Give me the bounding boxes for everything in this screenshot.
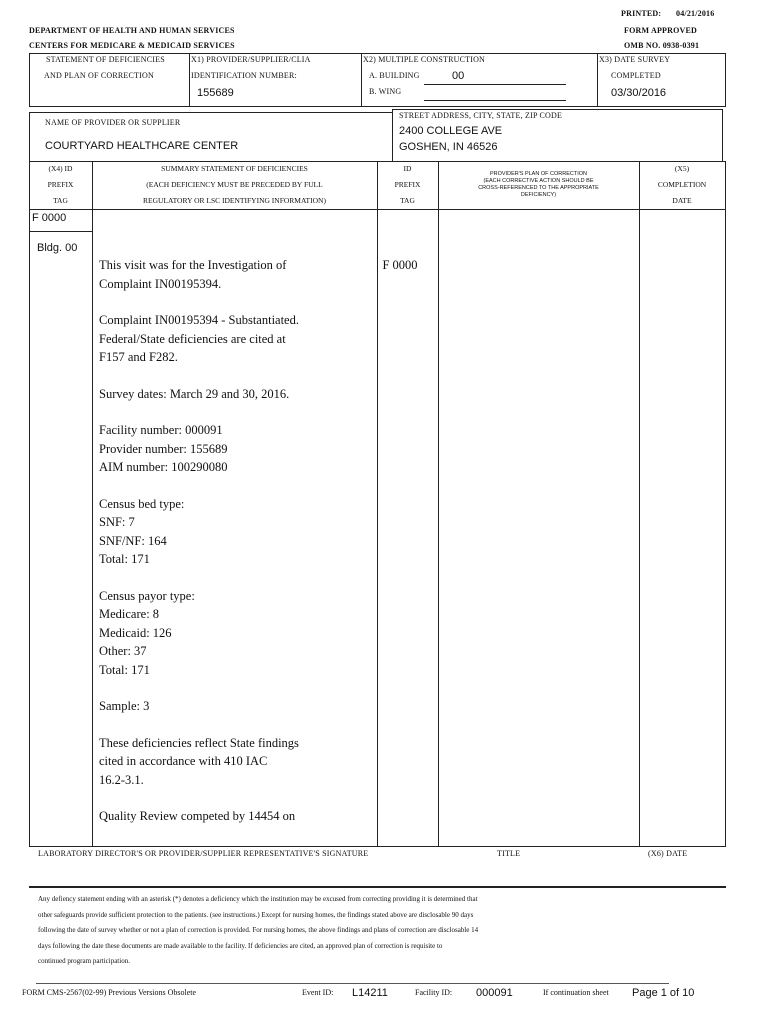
signature-bottom-rule — [29, 886, 726, 888]
grid-divider-4 — [639, 161, 640, 846]
plan-header-line-4: DEFICIENCY) — [520, 192, 557, 198]
notice-line: Any defiency statement ending with an asterisk (*) denotes a deficiency which the institution may be excused from correcting providing it is determined that — [38, 895, 478, 903]
id-header — [377, 161, 438, 209]
notice-text — [38, 892, 728, 970]
grid-divider-3 — [438, 161, 439, 846]
notice-line: continued program participation. — [38, 957, 130, 965]
summary-line: Total: 171 — [99, 552, 150, 566]
summary-line: This visit was for the Investigation of — [99, 258, 287, 272]
printed-label: PRINTED: — [621, 9, 662, 18]
id-header-line-1: ID — [403, 164, 412, 173]
building-underline — [424, 84, 566, 85]
statement-label-2: AND PLAN OF CORRECTION — [44, 71, 154, 80]
summary-line: Census payor type: — [99, 588, 195, 603]
facility-id-value: 000091 — [476, 987, 513, 999]
summary-line: Medicare: 8 — [99, 607, 160, 621]
box1-bottom-border — [29, 106, 726, 107]
box1-left-border — [29, 53, 30, 106]
event-id-value: L14211 — [352, 987, 388, 999]
continuation-label: If continuation sheet — [543, 988, 609, 997]
x5-header — [639, 161, 725, 209]
summary-paragraph — [99, 256, 371, 293]
summary-line: Complaint IN00195394. — [99, 276, 222, 291]
x4-header-line-3: TAG — [53, 196, 68, 205]
summary-header-line-1: SUMMARY STATEMENT OF DEFICIENCIES — [161, 164, 308, 173]
x4-header — [29, 161, 92, 209]
x1-label-2: IDENTIFICATION NUMBER: — [191, 71, 297, 80]
summary-paragraph — [99, 734, 371, 790]
deficiency-summary — [99, 256, 371, 844]
box1-divider-2 — [361, 53, 362, 106]
summary-line: Survey dates: March 29 and 30, 2016. — [99, 386, 290, 401]
x5-header-line-2: COMPLETION — [657, 180, 707, 189]
x5-header-line-3: DATE — [672, 196, 692, 205]
summary-line: Total: 171 — [99, 662, 150, 677]
summary-header-line-2: (EACH DEFICIENCY MUST BE PRECEDED BY FULL — [146, 180, 323, 189]
x3-label-2: COMPLETED — [611, 71, 661, 80]
grid-left-border — [29, 161, 30, 846]
address-top-border — [392, 109, 723, 110]
id-header-line-2: PREFIX — [394, 180, 421, 189]
box1-top-border — [29, 53, 726, 54]
plan-header-line-3: CROSS-REFERENCED TO THE APPROPRIATE — [478, 185, 599, 191]
building-tag: Bldg. 00 — [37, 242, 78, 254]
summary-line: Complaint IN00195394 - Substantiated. — [99, 313, 299, 327]
footer-rule — [36, 983, 669, 984]
address-label: STREET ADDRESS, CITY, STATE, ZIP CODE — [399, 111, 563, 120]
summary-line: Medicaid: 126 — [99, 625, 172, 640]
form-number: FORM CMS-2567(02-99) Previous Versions Obsolete — [22, 988, 197, 997]
summary-line: Sample: 3 — [99, 699, 150, 713]
x4-header-line-2: PREFIX — [47, 180, 74, 189]
summary-line: These deficiencies reflect State findings — [99, 735, 299, 750]
summary-line: Census bed type: — [99, 496, 185, 511]
id-header-line-3: TAG — [400, 196, 415, 205]
prefix-tag-underline — [29, 231, 92, 232]
building-label: A. BUILDING — [369, 71, 420, 80]
summary-line: SNF/NF: 164 — [99, 533, 167, 548]
form-approved: FORM APPROVED — [624, 26, 698, 35]
summary-line: cited in accordance with 410 IAC — [99, 754, 268, 768]
summary-line: SNF: 7 — [99, 515, 135, 529]
plan-header — [438, 171, 639, 199]
prefix-tag: F 0000 — [32, 212, 67, 224]
printed-date: 04/21/2016 — [676, 9, 715, 18]
summary-paragraph — [99, 807, 371, 826]
summary-line: Quality Review competed by 14454 on — [99, 809, 296, 823]
survey-date-value: 03/30/2016 — [611, 87, 667, 99]
summary-line: Provider number: 155689 — [99, 441, 228, 456]
department-title: DEPARTMENT OF HEALTH AND HUMAN SERVICES — [29, 26, 235, 35]
summary-line: Other: 37 — [99, 644, 147, 658]
summary-line: Federal/State deficiencies are cited at — [99, 331, 286, 346]
summary-paragraph — [99, 587, 371, 680]
address-line-1: 2400 COLLEGE AVE — [399, 125, 503, 137]
facility-id-label: Facility ID: — [415, 988, 453, 997]
statement-label-1: STATEMENT OF DEFICIENCIES — [46, 55, 165, 64]
summary-line: Facility number: 000091 — [99, 423, 223, 437]
box1-divider-3 — [597, 53, 598, 106]
summary-header-line-3: REGULATORY OR LSC IDENTIFYING INFORMATION) — [143, 196, 326, 205]
notice-line: days following the date these documents are made available to the facility. If deficiencies are cited, an approved plan of correction is requisite to — [38, 941, 443, 950]
page-number: Page 1 of 10 — [632, 987, 695, 999]
title-label: TITLE — [497, 849, 521, 858]
plan-header-line-2: (EACH CORRECTIVE ACTION SHOULD BE — [483, 178, 594, 184]
summary-line: F157 and F282. — [99, 350, 178, 364]
address-line-2: GOSHEN, IN 46526 — [399, 141, 498, 153]
summary-header — [92, 161, 377, 209]
box1-right-border — [725, 53, 726, 106]
x2-label: X2) MULTIPLE CONSTRUCTION — [363, 55, 486, 64]
wing-label: B. WING — [369, 87, 402, 96]
signature-label: LABORATORY DIRECTOR'S OR PROVIDER/SUPPLIER REPRESENTATIVE'S SIGNATURE — [38, 849, 369, 858]
box2-right-border — [722, 109, 723, 161]
provider-name-value: COURTYARD HEALTHCARE CENTER — [45, 140, 239, 152]
summary-paragraph — [99, 495, 371, 569]
summary-paragraph — [99, 311, 371, 367]
box1-divider-1 — [189, 53, 190, 106]
x6-date-label: (X6) DATE — [648, 849, 688, 858]
summary-paragraph — [99, 697, 371, 716]
x4-header-line-1: (X4) ID — [48, 164, 73, 173]
building-value: 00 — [452, 70, 465, 82]
summary-line: 16.2-3.1. — [99, 772, 144, 787]
plan-header-line-1: PROVIDER'S PLAN OF CORRECTION — [489, 171, 587, 177]
summary-line: AIM number: 100290080 — [99, 460, 228, 474]
grid-right-border — [725, 161, 726, 846]
grid-bottom-border — [29, 846, 726, 847]
id-tag: F 0000 — [382, 258, 418, 272]
event-id-label: Event ID: — [302, 988, 334, 997]
provider-id-value: 155689 — [197, 87, 234, 99]
notice-line: other safeguards provide sufficient protection to the patients. (see instructions.) Except for nursing homes, the findings stated above are disclosable 90 days — [38, 910, 474, 919]
box2-left-border — [29, 112, 30, 161]
x5-header-line-1: (X5) — [674, 164, 690, 173]
summary-paragraph — [99, 421, 371, 477]
grid-divider-1 — [92, 161, 93, 846]
centers-title: CENTERS FOR MEDICARE & MEDICAID SERVICES — [29, 41, 235, 50]
box2-divider — [392, 109, 393, 161]
wing-underline — [424, 100, 566, 101]
x3-label-1: X3) DATE SURVEY — [599, 55, 671, 64]
notice-line: following the date of survey whether or not a plan of correction is provided. For nursing homes, the above findings and plans of correction are disclosable 14 — [38, 926, 479, 934]
summary-paragraph — [99, 385, 371, 404]
x1-label-1: X1) PROVIDER/SUPPLIER/CLIA — [191, 55, 311, 64]
name-top-border — [29, 112, 392, 113]
omb-number: OMB NO. 0938-0391 — [624, 41, 700, 50]
provider-name-label: NAME OF PROVIDER OR SUPPLIER — [45, 118, 181, 127]
